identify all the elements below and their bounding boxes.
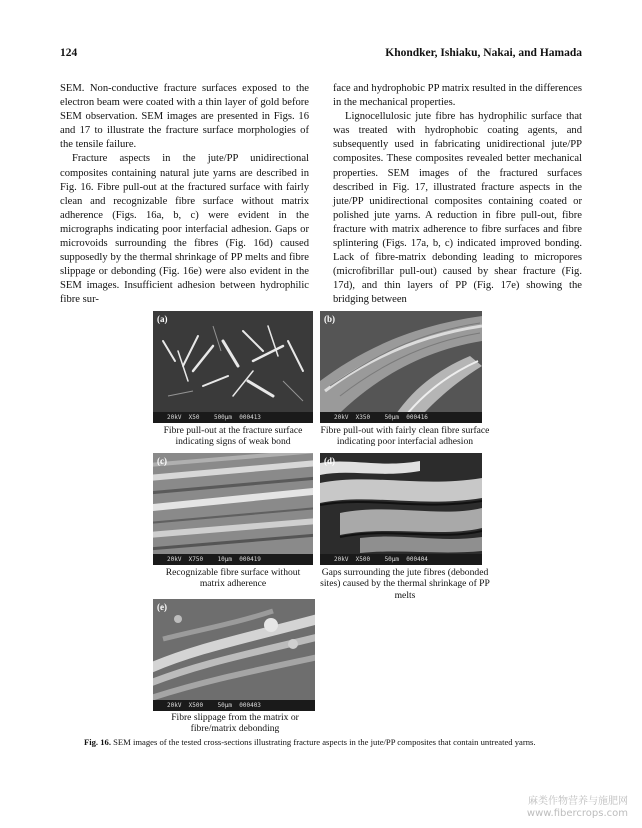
page-number: 124 [60,47,78,59]
scale-bar: 20kV X350 50µm 000416 [320,412,482,423]
figure-label: (b) [324,314,335,324]
sem-image-b [320,311,482,423]
scale-bar: 20kV X500 50µm 000404 [320,554,482,565]
paragraph: Fracture aspects in the jute/PP unidirectional composites containing natural jute yarns are described in Fig. 16. Fibre pull-out at the fractured surface with fairly clean and recognizable fibre surface without matrix adherence (Figs. 16a, b, c) were evident in the micrographs indicating poor interfacial adhesion. Gaps or microvoids surrounding the fibres (Fig. 16d) caused supposedly by the thermal shrinkage of PP melts and fibre slippage or debonding (Fig. 16e) were also evident in the SEM images. Insufficient adhesion between hydrophilic fibre sur- [60,153,309,306]
paragraph: face and hydrophobic PP matrix resulted in the differences in the mechanical properties. [333,83,582,109]
figure-caption-text: SEM images of the tested cross-sections illustrating fracture aspects in the jute/PP composites that contain untreated yarns. [113,737,536,747]
right-column [333,82,582,308]
running-header [60,47,582,63]
main-figure-caption [84,737,584,748]
sem-image-d [320,453,482,565]
figure-label: (d) [324,456,335,466]
sem-image-a [153,311,313,423]
watermark [527,796,628,820]
sem-image-c [153,453,313,565]
scale-bar: 20kV X50 500µm 000413 [153,412,313,423]
watermark-line: www.fibercrops.com [526,808,628,819]
figure-label: (a) [157,314,168,324]
figure-caption-e: Fibre slippage from the matrix or fibre/matrix debonding [171,712,299,735]
figure-caption-label: Fig. 16. [84,737,111,747]
figure-caption-b: Fibre pull-out with fairly clean fibre surface indicating poor interfacial adhesion [320,425,490,448]
sem-image-e [153,599,315,711]
paragraph: Lignocellulosic jute fibre has hydrophilic surface that was treated with hydrophobic coating agents, and subsequently used in fabricating unidirectional jute/PP composites. These composites revealed better mechanical properties. SEM images of the fractured surfaces described in Fig. 17, illustrated fracture aspects in the jute/PP unidirectional composites containing coated or polished jute yarns. A reduction in fibre pull-out, fibre fracture with matrix adherence to fibre surfaces and fibre splintering (Figs. 17a, b, c) indicated improved bonding. Lack of fibre-matrix debonding leading to micropores (microfibrillar pull-out) caused by shear fracture (Fig. 17d), and thin layers of PP (Fig. 17e) showing the bridging between [333,111,582,306]
paragraph: SEM. Non-conductive fracture surfaces exposed to the electron beam were coated with a thin layer of gold before SEM observation. SEM images are presented in Figs. 16 and 17 to illustrate the fracture surface morphologies of the tensile failure. [60,83,309,151]
figure-caption-d: Gaps surrounding the jute fibres (debonded sites) caused by the thermal shrinkage of PP melts [320,567,490,601]
watermark-line: 麻类作物营养与施肥网 [528,796,628,807]
figure-label: (e) [157,602,167,612]
scale-bar: 20kV X500 50µm 000403 [153,700,315,711]
running-authors: Khondker, Ishiaku, Nakai, and Hamada [385,47,582,59]
figure-caption-c: Recognizable fibre surface without matrix adherence [165,567,301,590]
figure-caption-a: Fibre pull-out at the fracture surface indicating signs of weak bond [163,425,303,448]
scale-bar: 20kV X750 10µm 000419 [153,554,313,565]
figure-label: (c) [157,456,167,466]
left-column [60,82,309,308]
